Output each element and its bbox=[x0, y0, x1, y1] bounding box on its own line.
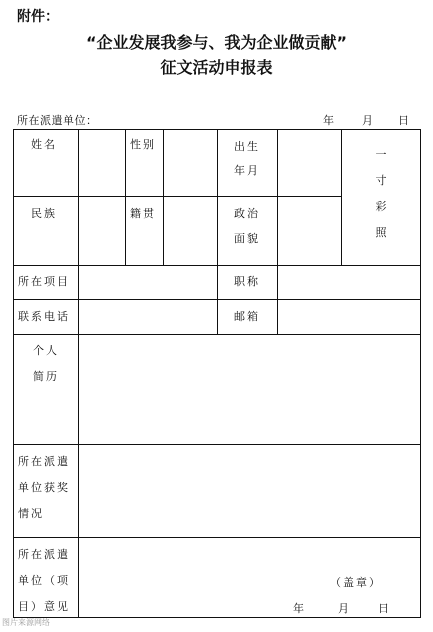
footer-date-year: 年 bbox=[293, 602, 304, 615]
photo-placeholder bbox=[341, 142, 421, 246]
footer-date-day: 日 bbox=[378, 602, 389, 615]
footer-date-month: 月 bbox=[338, 602, 349, 615]
name-label: 姓名 bbox=[31, 138, 57, 151]
awards-label-1: 所在派遣 bbox=[18, 455, 70, 468]
form-title: “企业发展我参与、我为企业做贡献” bbox=[85, 33, 348, 52]
table-rule bbox=[13, 537, 421, 538]
political-label-1: 政治 bbox=[234, 207, 260, 220]
gender-label: 性别 bbox=[130, 138, 156, 151]
header-date-year: 年 bbox=[323, 114, 334, 127]
email-label: 邮箱 bbox=[234, 310, 260, 323]
project-label: 所在项目 bbox=[18, 275, 70, 288]
resume-label-2: 简历 bbox=[33, 370, 59, 383]
table-rule bbox=[217, 129, 218, 334]
native-place-label: 籍贯 bbox=[130, 207, 156, 220]
phone-label: 联系电话 bbox=[18, 310, 70, 323]
photo-char-4: 照 bbox=[375, 226, 387, 239]
table-rule bbox=[277, 129, 278, 334]
awards-label-2: 单位获奖 bbox=[18, 481, 70, 494]
opinion-label-2: 单位（项 bbox=[18, 574, 70, 587]
birth-label-2: 年月 bbox=[234, 164, 260, 177]
resume-label-1: 个人 bbox=[33, 344, 59, 357]
header-date-month: 月 bbox=[362, 114, 373, 127]
table-rule bbox=[13, 196, 341, 197]
job-title-label: 职称 bbox=[234, 275, 260, 288]
attachment-label: 附件： bbox=[17, 9, 59, 25]
table-rule bbox=[125, 129, 126, 265]
seal-placeholder: （盖章） bbox=[330, 576, 382, 589]
political-label-2: 面貌 bbox=[234, 232, 260, 245]
table-rule bbox=[163, 129, 164, 265]
header-date-day: 日 bbox=[398, 114, 409, 127]
opinion-label-1: 所在派遣 bbox=[18, 548, 70, 561]
form-subtitle: 征文活动申报表 bbox=[160, 58, 273, 77]
awards-label-3: 情况 bbox=[18, 507, 44, 520]
birth-label-1: 出生 bbox=[234, 140, 260, 153]
ethnicity-label: 民族 bbox=[31, 207, 57, 220]
photo-char-2: 寸 bbox=[375, 174, 387, 187]
table-rule bbox=[13, 444, 421, 445]
photo-char-3: 彩 bbox=[375, 200, 387, 213]
opinion-label-3: 目）意见 bbox=[18, 600, 70, 613]
watermark: 图片来源网络 bbox=[2, 618, 50, 627]
dispatch-unit-label: 所在派遣单位： bbox=[17, 114, 98, 127]
table-rule bbox=[13, 617, 421, 618]
table-rule bbox=[13, 334, 421, 335]
photo-char-1: 一 bbox=[375, 148, 387, 161]
table-rule bbox=[78, 129, 79, 618]
